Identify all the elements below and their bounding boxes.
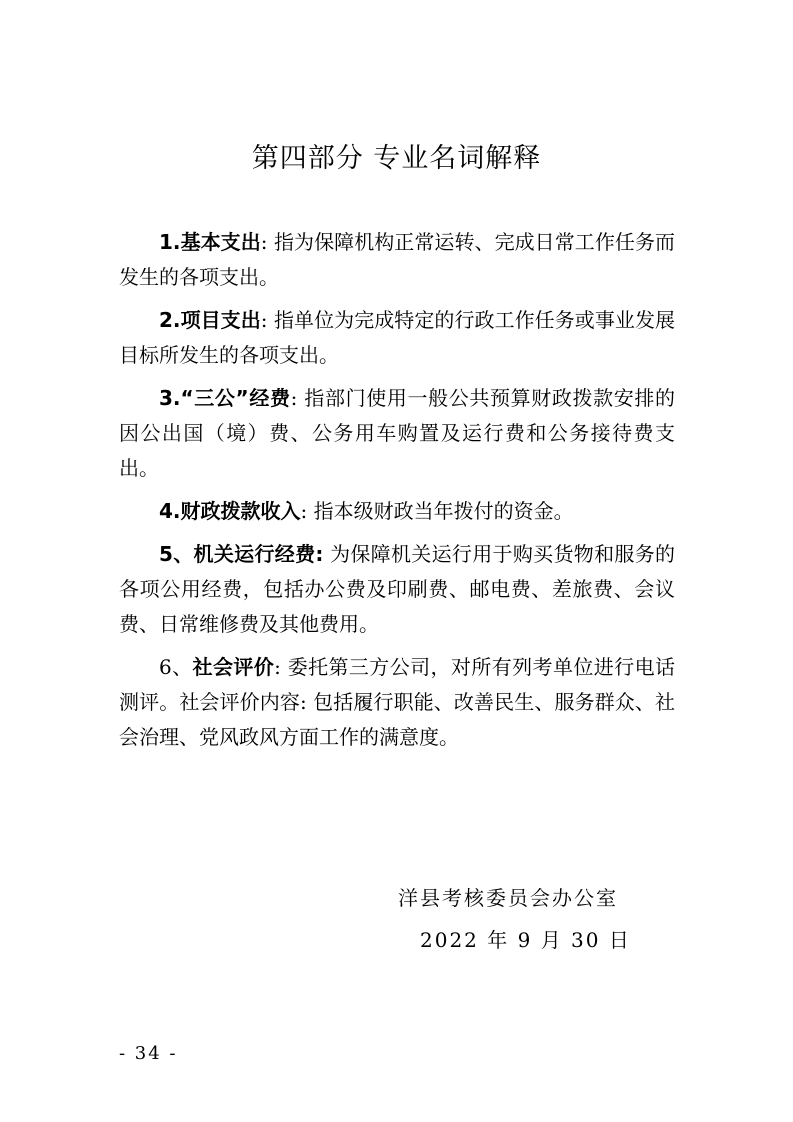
- glossary-definition: 指单位为完成特定的行政工作任务或事业发展目标所发生的各项支出。: [119, 308, 676, 367]
- glossary-item-project-expenditure: [119, 303, 675, 373]
- glossary-term: 2.项目支出: [159, 308, 261, 332]
- term-separator: :: [274, 655, 281, 679]
- glossary-item-fiscal-appropriation-income: [119, 494, 675, 529]
- term-separator: :: [290, 386, 298, 410]
- page-title: 第四部分 专业名词解释: [251, 143, 542, 174]
- glossary-term: 1.基本支出: [159, 230, 261, 254]
- glossary-definition: 指部门使用一般公共预算财政拨款安排的因公出国（境）费、公务用车购置及运行费和公务接待费支出。: [119, 386, 676, 480]
- glossary-body: [119, 225, 675, 763]
- glossary-term: 社会评价: [192, 655, 275, 679]
- glossary-item-basic-expenditure: [119, 225, 675, 295]
- glossary-term: 5、机关运行经费:: [159, 542, 324, 566]
- glossary-definition: 委托第三方公司，对所有列考单位进行电话测评。社会评价内容: 包括履行职能、改善民生、服务群众、社会治理、党风政风方面工作的满意度。: [119, 655, 675, 749]
- glossary-definition: 指本级财政当年拨付的资金。: [313, 499, 574, 523]
- signature-unit: 洋县考核委员会办公室: [398, 886, 618, 910]
- glossary-item-agency-operating-expenses: [119, 537, 675, 642]
- glossary-item-three-public-expenses: [119, 381, 675, 486]
- item-prefix: 6、: [159, 655, 193, 679]
- glossary-term: 4.财政拨款收入: [159, 499, 301, 523]
- term-separator: :: [300, 499, 308, 523]
- page-number: - 34 -: [119, 1043, 178, 1064]
- term-separator: :: [260, 230, 268, 254]
- glossary-item-social-evaluation: [119, 650, 675, 755]
- glossary-definition: 指为保障机构正常运转、完成日常工作任务而发生的各项支出。: [119, 230, 676, 289]
- glossary-definition: 为保障机关运行用于购买货物和服务的各项公用经费，包括办公费及印刷费、邮电费、差旅费、会议费、日常维修费及其他费用。: [119, 542, 676, 636]
- glossary-term: 3.“三公”经费: [159, 386, 291, 410]
- term-separator: :: [260, 308, 268, 332]
- signature-date: 2022 年 9 月 30 日: [420, 928, 631, 952]
